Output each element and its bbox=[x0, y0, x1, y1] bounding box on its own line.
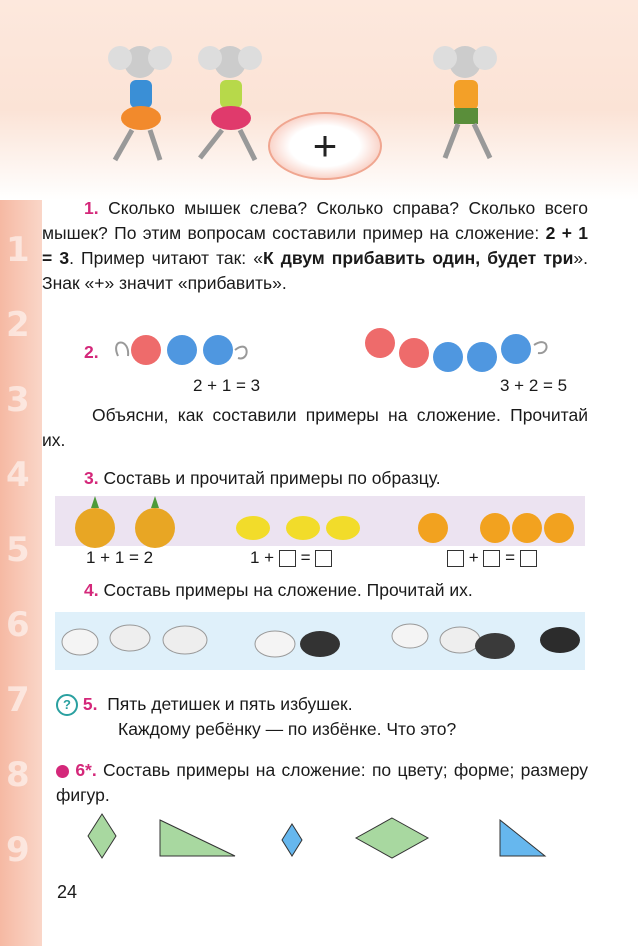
pear-icon bbox=[480, 513, 510, 543]
equation: 3 + 2 = 5 bbox=[500, 376, 568, 395]
reading-phrase: К двум прибавить один, будет три bbox=[263, 248, 574, 268]
side-number: 5 bbox=[6, 530, 30, 570]
task-3 bbox=[84, 466, 441, 491]
equation: 1 + 1 = 2 bbox=[86, 548, 154, 567]
task-text: ». Знак «+» значит «прибавить». bbox=[42, 248, 588, 293]
pigeons-illustration bbox=[55, 606, 585, 672]
pear-icon bbox=[512, 513, 542, 543]
riddle-line: Каждому ребёнку — по избёнке. Что это? bbox=[118, 719, 457, 739]
task-text: Составь примеры на сложение. Прочитай их. bbox=[103, 580, 473, 600]
pear-icon bbox=[544, 513, 574, 543]
mouse-icon bbox=[198, 46, 262, 160]
side-number: 4 bbox=[6, 455, 30, 495]
task-1 bbox=[42, 196, 588, 296]
triangle-icon bbox=[500, 820, 545, 856]
pigeon-icon bbox=[540, 627, 580, 653]
task-5-line-1 bbox=[56, 692, 353, 717]
pineapple-icon bbox=[75, 496, 115, 548]
side-number: 8 bbox=[6, 755, 30, 795]
pigeon-icon bbox=[475, 633, 515, 659]
task-number: 2. bbox=[84, 342, 99, 362]
pigeon-icon bbox=[62, 629, 98, 655]
task-text: Составь и прочитай примеры по образцу. bbox=[103, 468, 441, 488]
plus-badge: + bbox=[268, 112, 382, 180]
rhombus-icon bbox=[282, 824, 302, 856]
task-number: 3. bbox=[84, 468, 99, 488]
side-number: 6 bbox=[6, 605, 30, 645]
task-number: 5. bbox=[82, 694, 98, 714]
equation: 2 + 1 = 3 bbox=[193, 376, 261, 395]
pigeon-icon bbox=[392, 624, 428, 648]
rhombus-icon bbox=[88, 814, 116, 858]
task-6 bbox=[56, 758, 588, 808]
task-text: Сколько мышек слева? Сколько справа? Сколько всего мышек? По этим вопросам составили пример на сложение: bbox=[42, 198, 588, 243]
beads-icon bbox=[350, 325, 570, 375]
side-number-strip bbox=[0, 200, 42, 946]
shapes-illustration bbox=[70, 812, 570, 862]
side-number: 9 bbox=[6, 830, 30, 870]
task-text: Объясни, как составили примеры на сложение. Прочитай их. bbox=[42, 405, 588, 450]
task-number: 4. bbox=[84, 580, 99, 600]
equation-part: + bbox=[468, 548, 479, 567]
lemon-icon bbox=[286, 516, 320, 540]
mouse-icon bbox=[433, 46, 497, 158]
answer-box[interactable] bbox=[520, 550, 537, 567]
beads-icon bbox=[110, 328, 260, 372]
equation-template bbox=[250, 548, 332, 568]
task-number: 6*. bbox=[75, 760, 97, 780]
answer-box[interactable] bbox=[447, 550, 464, 567]
pigeon-icon bbox=[110, 625, 150, 651]
task-text: . Пример читают так: « bbox=[69, 248, 263, 268]
answer-box[interactable] bbox=[315, 550, 332, 567]
equation-part: = bbox=[505, 548, 516, 567]
side-number: 7 bbox=[6, 680, 30, 720]
pigeon-icon bbox=[163, 626, 207, 654]
pear-icon bbox=[418, 513, 448, 543]
task-4 bbox=[84, 578, 473, 603]
pigeon-icon bbox=[440, 627, 480, 653]
task-text: Составь примеры на сложение: по цвету; форме; размеру фигур. bbox=[56, 760, 588, 805]
pigeon-icon bbox=[255, 631, 295, 657]
lemon-icon bbox=[326, 516, 360, 540]
pigeon-icon bbox=[300, 631, 340, 657]
equation-part: = bbox=[300, 548, 311, 567]
side-number: 2 bbox=[6, 305, 30, 345]
answer-box[interactable] bbox=[483, 550, 500, 567]
rhombus-icon bbox=[356, 818, 428, 858]
bullet-icon bbox=[56, 765, 69, 778]
question-icon: ? bbox=[56, 694, 78, 716]
task-number: 1. bbox=[84, 198, 99, 218]
equation-template bbox=[447, 548, 537, 568]
page-number: 24 bbox=[57, 882, 78, 902]
mouse-icon bbox=[108, 46, 172, 160]
side-number: 1 bbox=[6, 230, 30, 270]
answer-box[interactable] bbox=[279, 550, 296, 567]
riddle-line: Пять детишек и пять избушек. bbox=[107, 694, 353, 714]
equation-part: 1 + bbox=[250, 548, 275, 567]
fruit-illustration bbox=[55, 490, 585, 550]
side-number: 3 bbox=[6, 380, 30, 420]
lemon-icon bbox=[236, 516, 270, 540]
pineapple-icon bbox=[135, 496, 175, 548]
triangle-icon bbox=[160, 820, 235, 856]
example-equation: 2 + 1 = 3 bbox=[42, 223, 588, 268]
